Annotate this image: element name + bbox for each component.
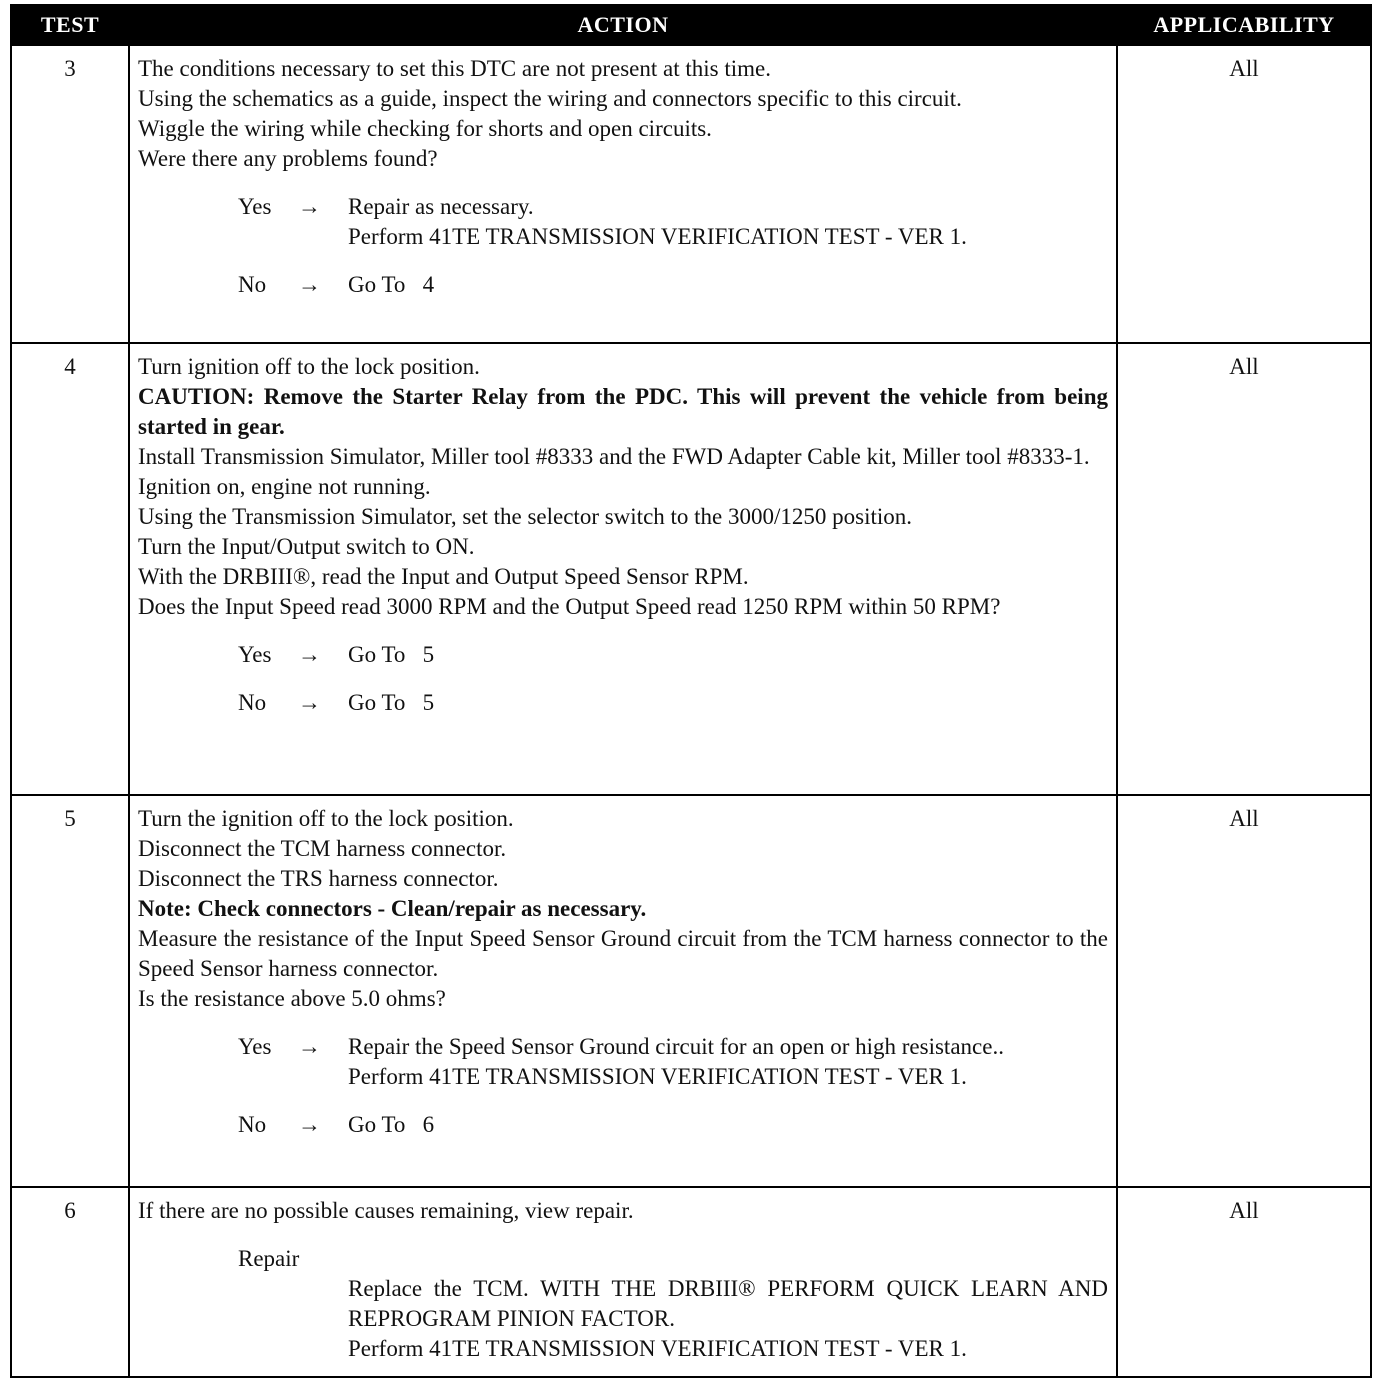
answer-line: Repair the Speed Sensor Ground circuit for an open or high resistance.. <box>348 1034 1004 1059</box>
caution-text: CAUTION: Remove the Starter Relay from the PDC. This will prevent the vehicle from being started in gear. <box>138 384 1108 439</box>
action-line: Turn the ignition off to the lock position. <box>138 806 514 831</box>
test-number: 3 <box>11 45 129 343</box>
action-line: Wiggle the wiring while checking for shorts and open circuits. <box>138 116 712 141</box>
repair-line: Perform 41TE TRANSMISSION VERIFICATION TEST - VER 1. <box>348 1336 967 1361</box>
action-line: Were there any problems found? <box>138 146 438 171</box>
answer-line: Perform 41TE TRANSMISSION VERIFICATION TEST - VER 1. <box>348 224 967 249</box>
arrow-icon: → <box>298 690 321 715</box>
action-line: Disconnect the TCM harness connector. <box>138 836 507 861</box>
answer-label: Yes <box>238 194 272 219</box>
arrow-icon: → <box>298 272 321 297</box>
test-number: 6 <box>11 1187 129 1377</box>
answer-text: Go To 4 <box>348 272 435 297</box>
applicability-value: All <box>1117 795 1371 1187</box>
action-cell <box>129 343 1117 795</box>
action-line: Using the Transmission Simulator, set the selector switch to the 3000/1250 position. <box>138 504 913 529</box>
arrow-icon: → <box>298 642 321 667</box>
arrow-icon: → <box>298 1112 321 1137</box>
answer-text: Go To 5 <box>348 642 435 667</box>
answer-list <box>138 192 1108 300</box>
action-cell <box>129 795 1117 1187</box>
repair-line: Replace the TCM. WITH THE DRBIII® PERFORM QUICK LEARN AND REPROGRAM PINION FACTOR. <box>348 1276 1108 1331</box>
applicability-value: All <box>1117 343 1371 795</box>
answer-no <box>138 1110 1108 1140</box>
action-line: Measure the resistance of the Input Speed Sensor Ground circuit from the TCM harness connector to the Speed Sensor harness connector. <box>138 926 1108 981</box>
action-line: Turn the Input/Output switch to ON. <box>138 534 475 559</box>
table-header-row <box>11 5 1371 45</box>
answer-text <box>348 192 1108 252</box>
action-line: Ignition on, engine not running. <box>138 474 431 499</box>
action-line: With the DRBIII®, read the Input and Output Speed Sensor RPM. <box>138 564 749 589</box>
header-test: TEST <box>11 5 129 45</box>
answer-no <box>138 270 1108 300</box>
repair-text <box>348 1274 1108 1364</box>
answer-line: Repair as necessary. <box>348 194 534 219</box>
header-action: ACTION <box>129 5 1117 45</box>
answer-text: Go To 6 <box>348 1112 435 1137</box>
answer-no <box>138 688 1108 718</box>
answer-label: Yes <box>238 1034 272 1059</box>
diagnostic-test-table <box>10 4 1372 1378</box>
answer-label: No <box>238 1112 267 1137</box>
answer-list <box>138 640 1108 718</box>
action-text <box>138 1196 1108 1226</box>
action-cell <box>129 45 1117 343</box>
applicability-value: All <box>1117 1187 1371 1377</box>
answer-line: Perform 41TE TRANSMISSION VERIFICATION TEST - VER 1. <box>348 1064 967 1089</box>
action-line: Disconnect the TRS harness connector. <box>138 866 499 891</box>
action-text <box>138 54 1108 174</box>
action-cell <box>129 1187 1117 1377</box>
answer-label: No <box>238 690 267 715</box>
test-number: 5 <box>11 795 129 1187</box>
answer-yes <box>138 640 1108 670</box>
repair-label: Repair <box>238 1246 300 1271</box>
action-line: If there are no possible causes remaining, view repair. <box>138 1198 634 1223</box>
table-row <box>11 1187 1371 1377</box>
diagnostic-procedure-document <box>10 4 1370 1378</box>
header-applicability: APPLICABILITY <box>1117 5 1371 45</box>
action-line: Is the resistance above 5.0 ohms? <box>138 986 446 1011</box>
applicability-value: All <box>1117 45 1371 343</box>
answer-yes <box>138 1032 1108 1092</box>
action-line: The conditions necessary to set this DTC are not present at this time. <box>138 56 771 81</box>
action-text <box>138 352 1108 622</box>
action-line: Install Transmission Simulator, Miller tool #8333 and the FWD Adapter Cable kit, Miller tool #8333-1. <box>138 444 1090 469</box>
arrow-icon: → <box>298 194 321 219</box>
test-number: 4 <box>11 343 129 795</box>
note-text: Note: Check connectors - Clean/repair as necessary. <box>138 896 647 921</box>
table-row <box>11 343 1371 795</box>
action-line: Using the schematics as a guide, inspect the wiring and connectors specific to this circuit. <box>138 86 962 111</box>
answer-text: Go To 5 <box>348 690 435 715</box>
table-row <box>11 795 1371 1187</box>
answer-list <box>138 1032 1108 1140</box>
answer-text <box>348 1032 1108 1092</box>
action-line: Does the Input Speed read 3000 RPM and the Output Speed read 1250 RPM within 50 RPM? <box>138 594 1001 619</box>
answer-yes <box>138 192 1108 252</box>
table-row <box>11 45 1371 343</box>
action-text <box>138 804 1108 1014</box>
arrow-icon: → <box>298 1034 321 1059</box>
action-line: Turn ignition off to the lock position. <box>138 354 480 379</box>
answer-label: No <box>238 272 267 297</box>
answer-label: Yes <box>238 642 272 667</box>
